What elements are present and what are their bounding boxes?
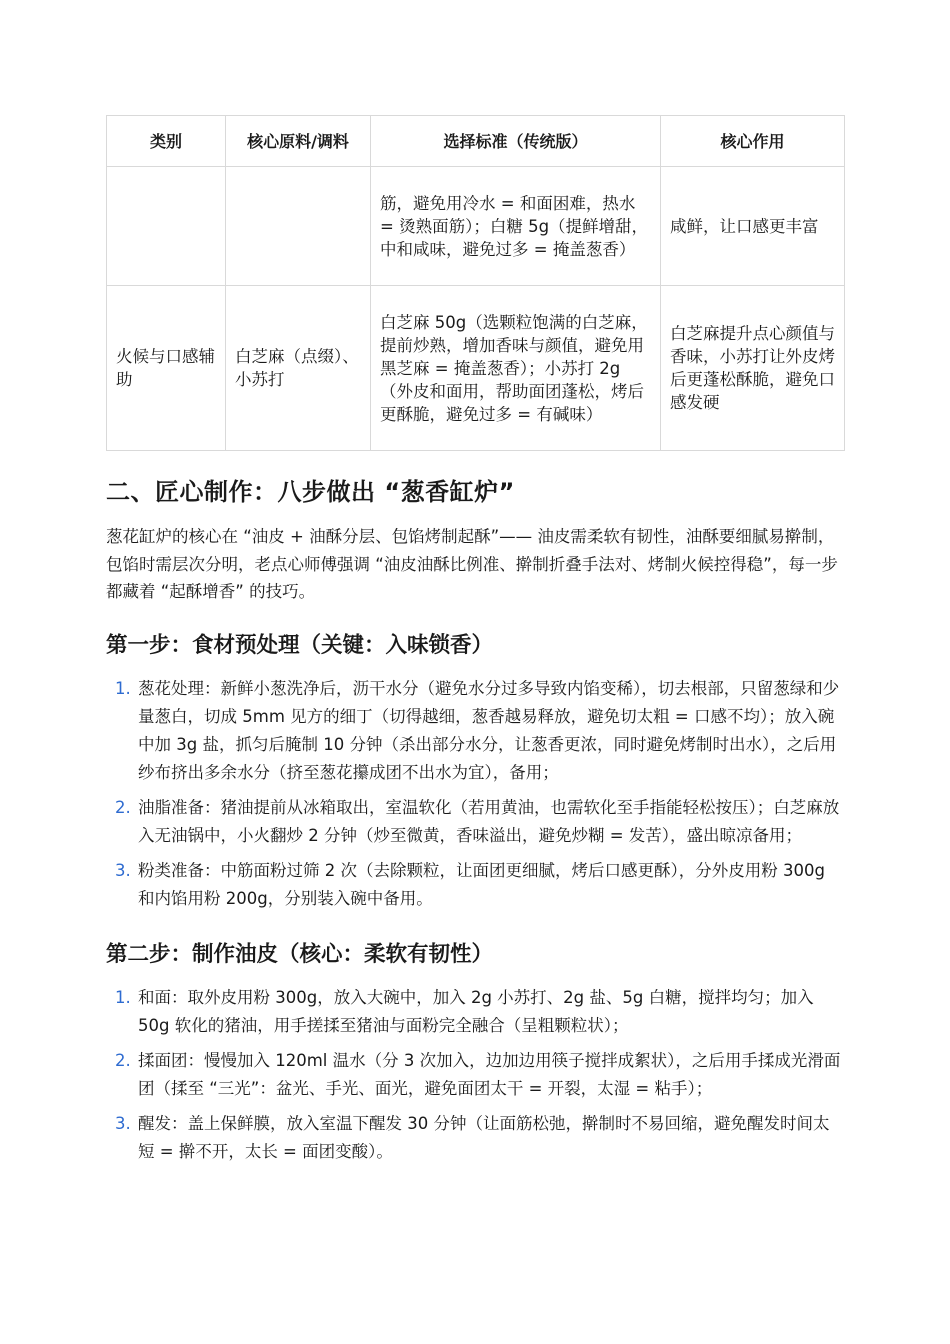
list-item — [106, 794, 844, 850]
cell-effect: 白芝麻提升点心颜值与香味，小苏打让外皮烤后更蓬松酥脆，避免口感发硬 — [661, 286, 845, 451]
document-page — [106, 115, 844, 1173]
intro-paragraph: 葱花缸炉的核心在 “油皮 + 油酥分层、包馅烤制起酥”—— 油皮需柔软有韧性，油酥要细腻易擀制，包馅时需层次分明，老点心师傅强调 “油皮油酥比例准、擀制折叠手法对、烤制火候控得稳”，每一步都藏着 “起酥增香” 的技巧。 — [106, 527, 838, 601]
step2-title: 第二步：制作油皮（核心：柔软有韧性） — [106, 941, 494, 967]
step1-title: 第一步：食材预处理（关键：入味锁香） — [106, 632, 494, 658]
list-item — [106, 1047, 844, 1103]
header-effect: 核心作用 — [661, 116, 845, 167]
list-text: 葱花处理：新鲜小葱洗净后，沥干水分（避免水分过多导致内馅变稀），切去根部，只留葱绿和少量葱白，切成 5mm 见方的细丁（切得越细，葱香越易释放，避免切太粗 = 口感不均）；放入碗中加 3g 盐，抓匀后腌制 10 分钟（杀出部分水分，让葱香更浓，同时避免烤制时出水），之后用纱布挤出多余水分（挤至葱花攥成团不出水为宜），备用； — [138, 678, 840, 782]
cell-effect: 咸鲜，让口感更丰富 — [661, 167, 845, 286]
list-item — [106, 857, 844, 913]
cell-category: 火候与口感辅助 — [107, 286, 226, 451]
list-number: 2. — [115, 1050, 131, 1070]
cell-standard: 筋，避免用冷水 = 和面困难，热水 = 烫熟面筋）；白糖 5g（提鲜增甜，中和咸味，避免过多 = 掩盖葱香） — [371, 167, 661, 286]
cell-standard: 白芝麻 50g（选颗粒饱满的白芝麻，提前炒熟，增加香味与颜值，避免用黑芝麻 = 掩盖葱香）；小苏打 2g（外皮和面用，帮助面团蓬松，烤后更酥脆，避免过多 = 有碱味） — [371, 286, 661, 451]
cell-ingredients: 白芝麻（点缀）、小苏打 — [226, 286, 371, 451]
table-row — [107, 167, 845, 286]
list-number: 2. — [115, 797, 131, 817]
cell-ingredients — [226, 167, 371, 286]
list-number: 1. — [115, 987, 131, 1007]
list-number: 3. — [115, 860, 131, 880]
cell-category — [107, 167, 226, 286]
list-item — [106, 1110, 844, 1166]
step2-list — [106, 984, 844, 1166]
list-number: 1. — [115, 678, 131, 698]
ingredient-table — [106, 115, 845, 451]
list-number: 3. — [115, 1113, 131, 1133]
list-item — [106, 984, 844, 1040]
table-header-row — [107, 116, 845, 167]
header-ingredients: 核心原料/调料 — [226, 116, 371, 167]
list-item — [106, 675, 844, 787]
table-row — [107, 286, 845, 451]
list-text: 醒发：盖上保鲜膜，放入室温下醒发 30 分钟（让面筋松弛，擀制时不易回缩，避免醒发时间太短 = 擀不开，太长 = 面团变酸）。 — [138, 1113, 830, 1161]
step1-list — [106, 675, 844, 913]
list-text: 揉面团：慢慢加入 120ml 温水（分 3 次加入，边加边用筷子搅拌成絮状），之后用手揉成光滑面团（揉至 “三光”：盆光、手光、面光，避免面团太干 = 开裂，太湿 = 粘手）； — [138, 1050, 841, 1098]
header-standard: 选择标准（传统版） — [371, 116, 661, 167]
section-title: 二、匠心制作：八步做出 “葱香缸炉” — [106, 478, 515, 506]
header-category: 类别 — [107, 116, 226, 167]
list-text: 和面：取外皮用粉 300g，放入大碗中，加入 2g 小苏打、2g 盐、5g 白糖，搅拌均匀；加入 50g 软化的猪油，用手搓揉至猪油与面粉完全融合（呈粗颗粒状）； — [138, 987, 814, 1035]
list-text: 油脂准备：猪油提前从冰箱取出，室温软化（若用黄油，也需软化至手指能轻松按压）；白芝麻放入无油锅中，小火翻炒 2 分钟（炒至微黄，香味溢出，避免炒糊 = 发苦），盛出晾凉备用； — [138, 797, 840, 845]
list-text: 粉类准备：中筋面粉过筛 2 次（去除颗粒，让面团更细腻，烤后口感更酥），分外皮用粉 300g 和内馅用粉 200g，分别装入碗中备用。 — [138, 860, 825, 908]
